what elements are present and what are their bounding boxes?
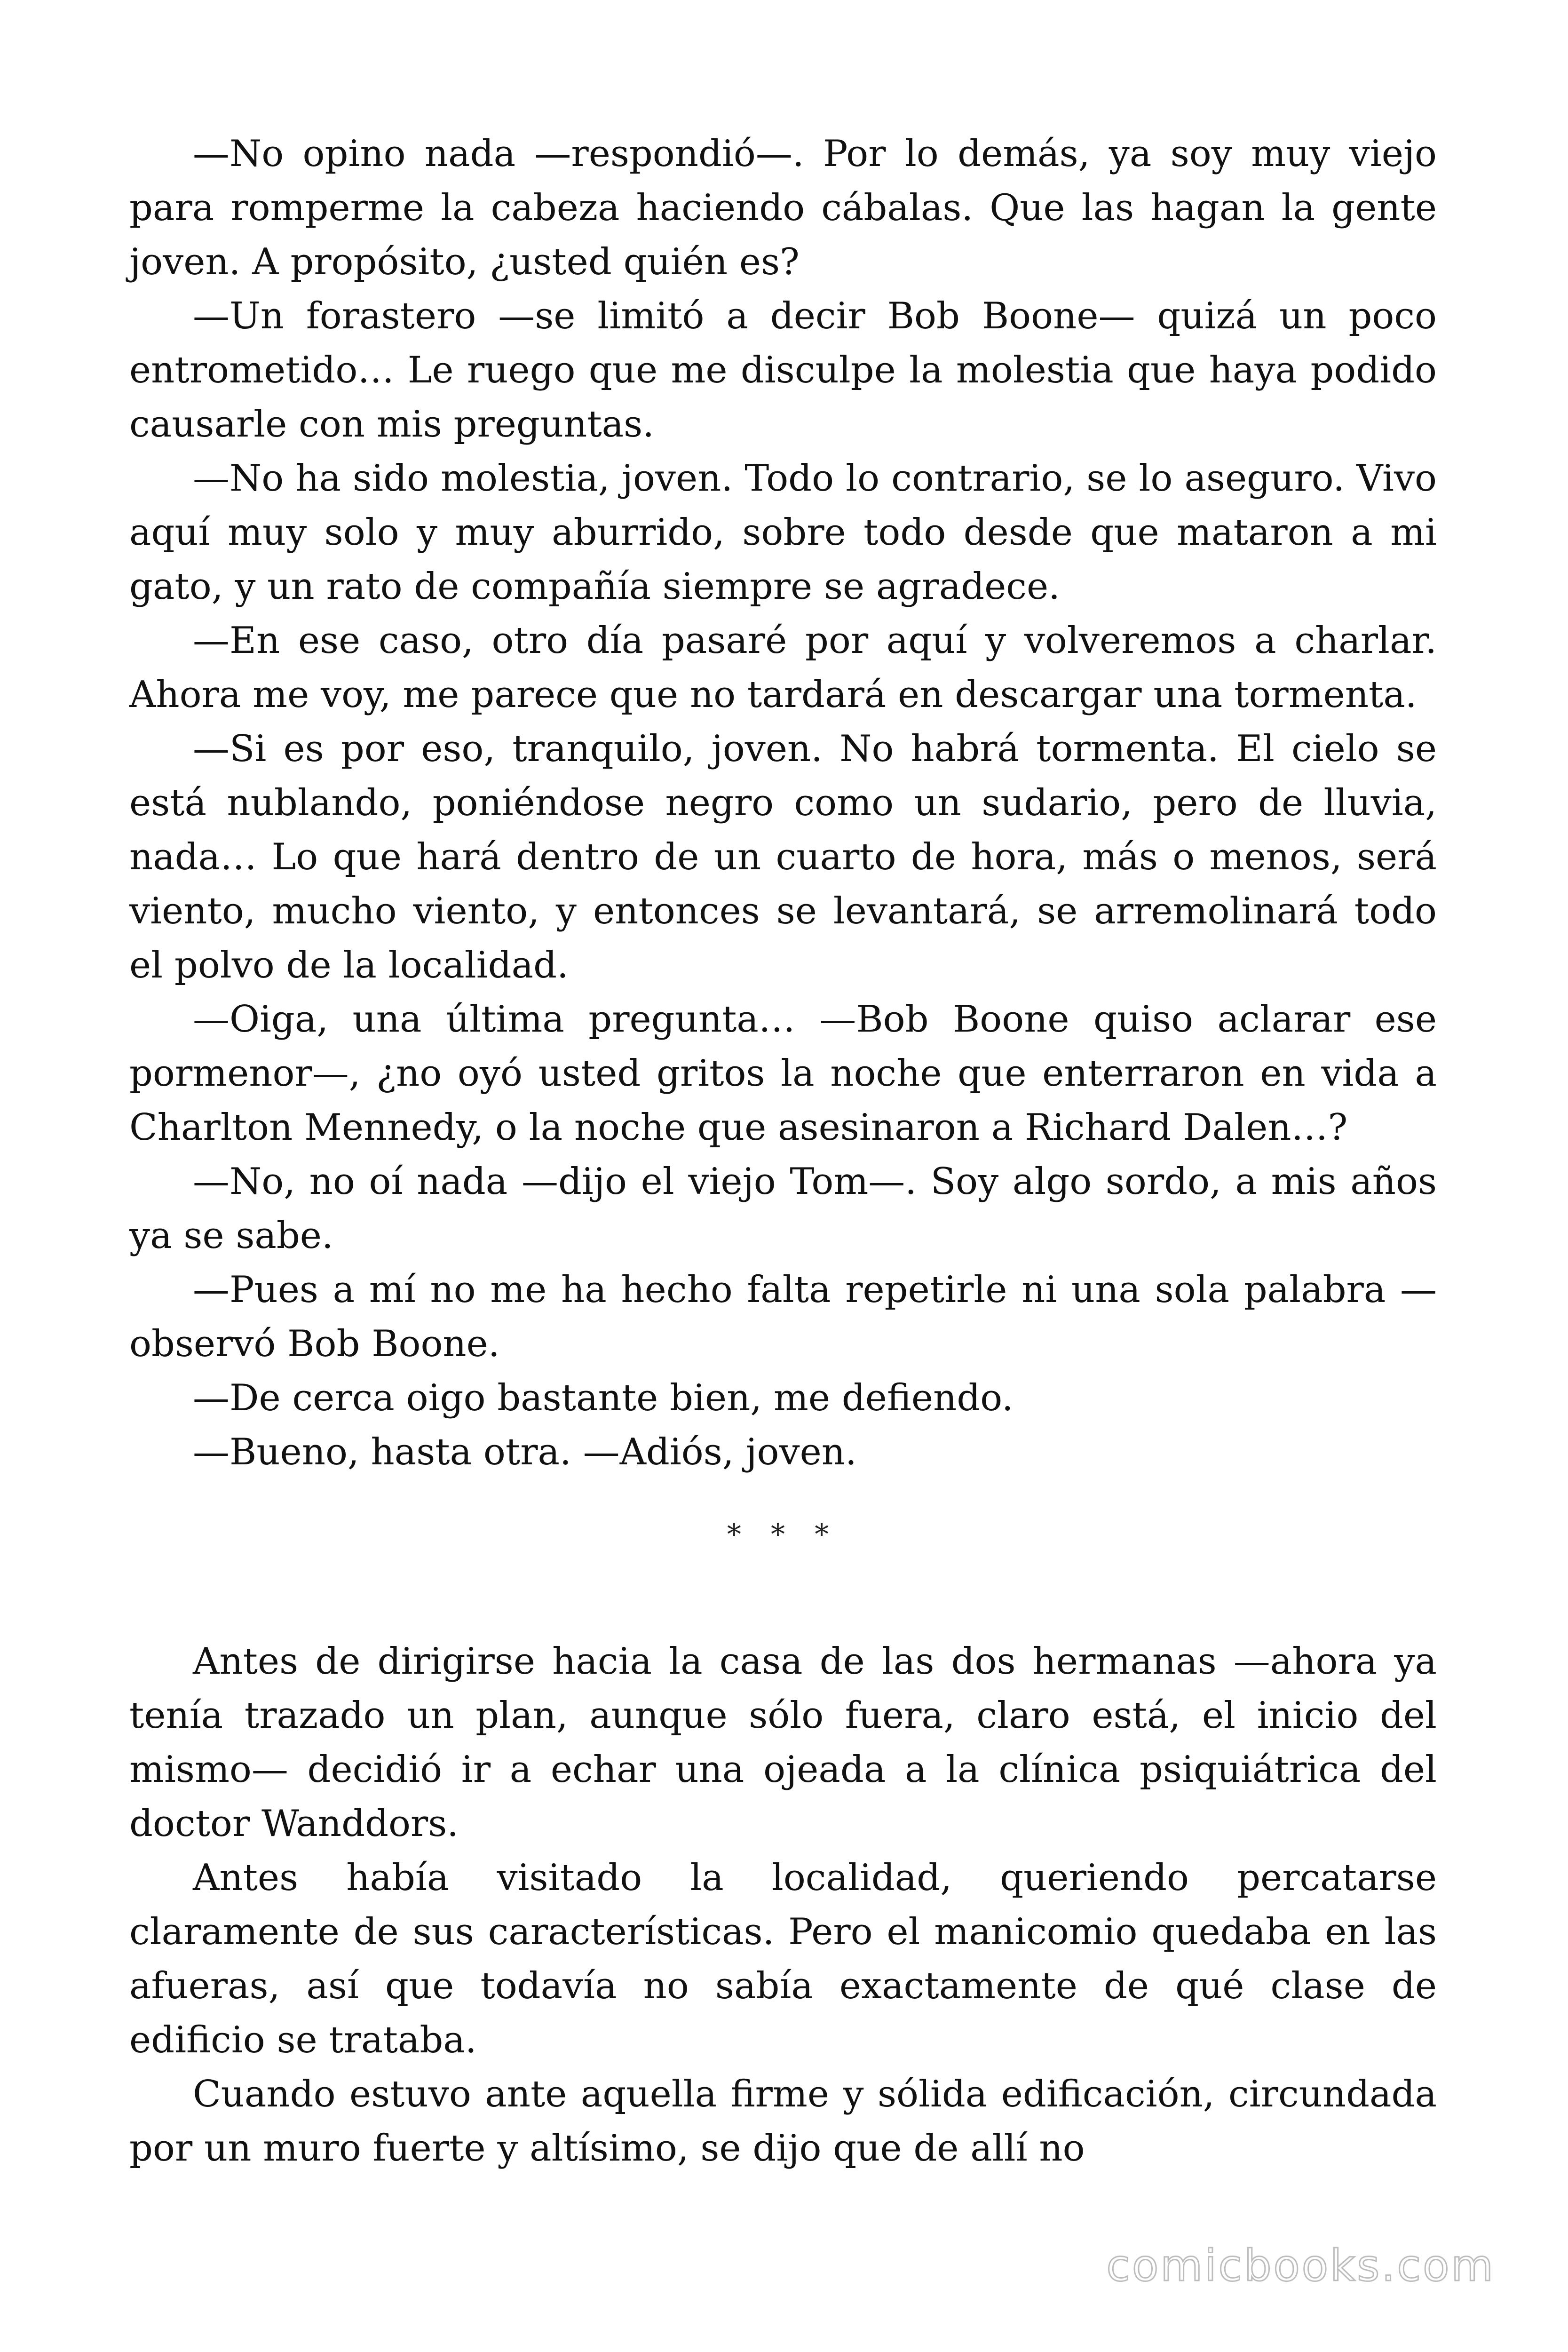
paragraph: —No opino nada —respondió—. Por lo demás, ya soy muy viejo para romperme la cabeza haciendo cábalas. Que las hagan la gente joven. A propósito, ¿usted quién es? — [129, 133, 1437, 283]
paragraph: —Pues a mí no me ha hecho falta repetirle ni una sola palabra —observó Bob Boone. — [129, 1269, 1437, 1365]
watermark: comicbooks.com — [1106, 2241, 1495, 2291]
paragraph: —Oiga, una última pregunta… —Bob Boone quiso aclarar ese pormenor—, ¿no oyó usted gritos la noche que enterraron en vida a Charlton Mennedy, o la noche que asesinaron a Richard Dalen…? — [129, 998, 1437, 1149]
paragraph: —No ha sido molestia, joven. Todo lo contrario, se lo aseguro. Vivo aquí muy solo y muy aburrido, sobre todo desde que mataron a mi gato, y un rato de compañía siempre se agradece. — [129, 457, 1437, 608]
paragraph: Cuando estuvo ante aquella firme y sólida edificación, circundada por un muro fuerte y altísimo, se dijo que de allí no — [129, 2073, 1437, 2169]
paragraph: Antes de dirigirse hacia la casa de las dos hermanas —ahora ya tenía trazado un plan, aunque sólo fuera, claro está, el inicio del mismo— decidió ir a echar una ojeada a la clínica psiquiátrica del doctor Wanddors. — [129, 1640, 1437, 1845]
paragraph: —En ese caso, otro día pasaré por aquí y volveremos a charlar. Ahora me voy, me parece que no tardará en descargar una tormenta. — [129, 620, 1437, 716]
page-body — [129, 127, 1437, 2176]
paragraph: —Bueno, hasta otra. —Adiós, joven. — [193, 1431, 857, 1473]
paragraph: Antes había visitado la localidad, queriendo percatarse claramente de sus características. Pero el manicomio quedaba en las afueras, así que todavía no sabía exactamente de qué clase de edificio se trataba. — [129, 1857, 1437, 2061]
paragraph: —Si es por eso, tranquilo, joven. No habrá tormenta. El cielo se está nublando, poniéndose negro como un sudario, pero de lluvia, nada… Lo que hará dentro de un cuarto de hora, más o menos, será viento, mucho viento, y entonces se levantará, se arremolinará todo el polvo de la localidad. — [129, 728, 1437, 986]
section-break: * * * — [727, 1518, 839, 1551]
paragraph: —No, no oí nada —dijo el viejo Tom—. Soy algo sordo, a mis años ya se sabe. — [129, 1160, 1437, 1257]
paragraph: —De cerca oigo bastante bien, me defiendo. — [193, 1377, 1014, 1419]
paragraph: —Un forastero —se limitó a decir Bob Boone— quizá un poco entrometido… Le ruego que me disculpe la molestia que haya podido causarle con mis preguntas. — [129, 295, 1437, 445]
